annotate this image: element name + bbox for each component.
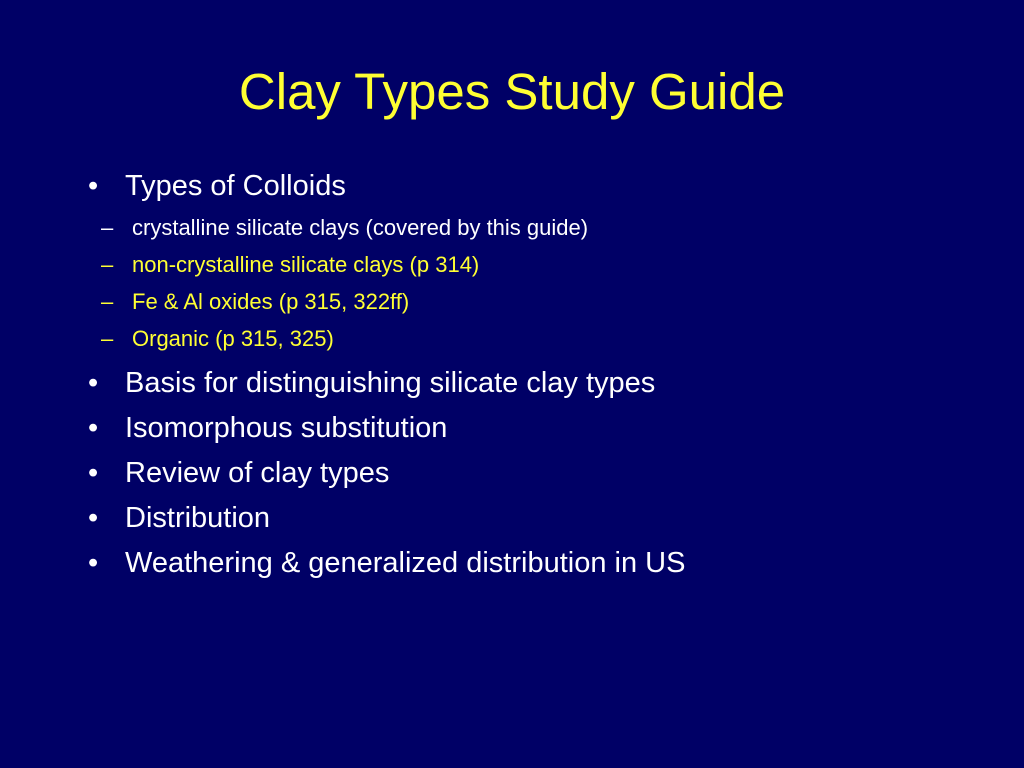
- sub-item: [88, 320, 988, 357]
- bullet-text: Types of Colloids: [125, 170, 346, 202]
- bullet-marker: •: [88, 412, 99, 444]
- sub-item: [88, 283, 988, 320]
- bullet-text: Basis for distinguishing silicate clay types: [125, 367, 656, 399]
- dash-marker: –: [101, 215, 114, 240]
- bullet-list: [88, 164, 988, 586]
- sub-item-text: Organic (p 315, 325): [132, 326, 334, 351]
- bullet-text: Isomorphous substitution: [125, 412, 448, 444]
- bullet-marker: •: [88, 547, 99, 579]
- bullet-item: [88, 451, 988, 496]
- bullet-item: [88, 406, 988, 451]
- bullet-marker: •: [88, 367, 99, 399]
- sub-item-text: non-crystalline silicate clays (p 314): [132, 252, 480, 277]
- bullet-item: [88, 496, 988, 541]
- sub-item: [88, 209, 988, 246]
- bullet-text: Weathering & generalized distribution in US: [125, 547, 686, 579]
- bullet-item: [88, 361, 988, 406]
- bullet-marker: •: [88, 170, 99, 202]
- bullet-text: Distribution: [125, 502, 271, 534]
- bullet-marker: •: [88, 502, 99, 534]
- slide-title: Clay Types Study Guide: [238, 63, 786, 120]
- dash-marker: –: [101, 326, 114, 351]
- bullet-item: [88, 164, 988, 357]
- dash-marker: –: [101, 252, 114, 277]
- sub-item-text: Fe & Al oxides (p 315, 322ff): [132, 289, 410, 314]
- bullet-marker: •: [88, 457, 99, 489]
- sub-item-text: crystalline silicate clays (covered by this guide): [132, 215, 589, 240]
- bullet-text: Review of clay types: [125, 457, 390, 489]
- bullet-item: [88, 541, 988, 586]
- sub-list: [101, 209, 988, 357]
- sub-item: [88, 246, 988, 283]
- dash-marker: –: [101, 289, 114, 314]
